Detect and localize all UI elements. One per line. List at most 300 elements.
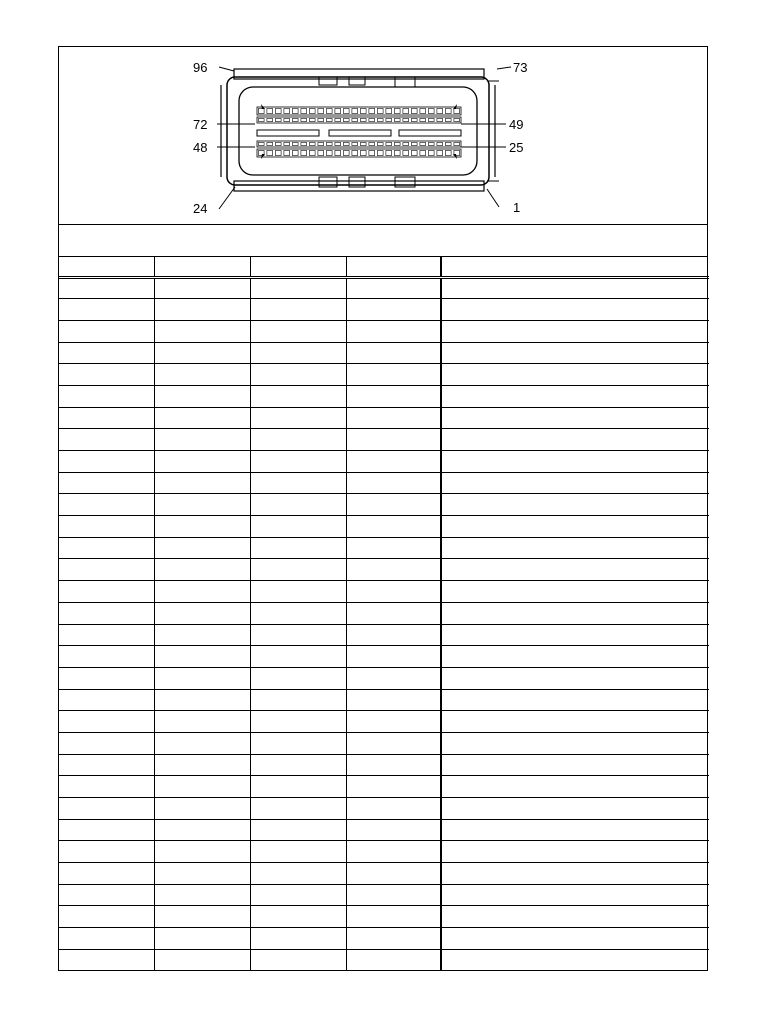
pin-cavity — [267, 119, 273, 122]
pinout-sheet — [58, 46, 708, 971]
pin-cavity — [309, 109, 315, 114]
table-row — [59, 299, 709, 321]
table-cell — [441, 472, 709, 494]
table-cell — [59, 299, 154, 321]
pin-cavity — [420, 143, 426, 146]
table-cell — [250, 429, 346, 451]
table-cell — [250, 776, 346, 798]
table-cell — [154, 754, 250, 776]
table-cell — [441, 884, 709, 906]
table-cell — [441, 928, 709, 950]
table-cell — [441, 516, 709, 538]
table-row — [59, 711, 709, 733]
table-cell — [59, 754, 154, 776]
table-cell — [346, 385, 441, 407]
pin-cavity — [411, 143, 417, 146]
table-cell — [441, 299, 709, 321]
table-cell — [154, 299, 250, 321]
pin-cavity — [377, 109, 383, 114]
table-cell — [154, 689, 250, 711]
pin-cavity — [343, 109, 349, 114]
table-cell — [154, 581, 250, 603]
table-row — [59, 451, 709, 473]
table-row — [59, 277, 709, 299]
pin-assignment-table — [59, 257, 709, 971]
pin-cavity — [309, 143, 315, 146]
table-cell — [154, 364, 250, 386]
table-cell — [346, 689, 441, 711]
pin-row-outline — [257, 117, 461, 123]
pin-cavity — [437, 119, 443, 122]
table-row — [59, 624, 709, 646]
table-cell — [250, 624, 346, 646]
pin-cavity — [284, 151, 290, 156]
table-cell — [441, 689, 709, 711]
table-cell — [250, 928, 346, 950]
pin-cavity — [301, 143, 307, 146]
pin-cavity — [275, 143, 281, 146]
pin-cavity — [403, 119, 409, 122]
pin-cavity — [420, 119, 426, 122]
table-row — [59, 581, 709, 603]
table-cell — [346, 277, 441, 299]
table-cell — [346, 472, 441, 494]
pin-cavity — [258, 119, 264, 122]
pin-cavity — [386, 151, 392, 156]
pin-cavity — [335, 143, 341, 146]
table-cell — [346, 494, 441, 516]
pin-callout-96: 96 — [193, 60, 208, 75]
table-cell — [250, 516, 346, 538]
pin-cavity — [318, 119, 324, 122]
pin-cavity — [369, 109, 375, 114]
table-cell — [59, 689, 154, 711]
table-cell — [59, 429, 154, 451]
pin-cavity — [275, 151, 281, 156]
table-cell — [59, 581, 154, 603]
table-row — [59, 429, 709, 451]
table-cell — [154, 494, 250, 516]
pin-cavity — [369, 119, 375, 122]
table-cell — [154, 667, 250, 689]
table-cell — [441, 732, 709, 754]
pin-cavity — [326, 151, 332, 156]
pin-cavity — [394, 119, 400, 122]
pin-cavity — [284, 119, 290, 122]
connector-center-bar-mid — [329, 130, 391, 136]
table-cell — [441, 602, 709, 624]
pin-cavity — [343, 119, 349, 122]
table-cell — [346, 537, 441, 559]
pin-cavity — [301, 119, 307, 122]
table-cell — [441, 711, 709, 733]
table-cell — [441, 798, 709, 820]
table-cell — [441, 320, 709, 342]
table-row — [59, 559, 709, 581]
pin-cavity — [411, 119, 417, 122]
table-cell — [59, 863, 154, 885]
connector-top-tab-mid — [349, 77, 365, 85]
table-cell — [346, 863, 441, 885]
connector-bottom-rail — [234, 181, 484, 191]
table-row — [59, 732, 709, 754]
table-cell — [154, 624, 250, 646]
table-cell — [250, 277, 346, 299]
pin-cavity — [360, 143, 366, 146]
table-cell — [59, 884, 154, 906]
table-cell — [346, 429, 441, 451]
table-cell — [441, 277, 709, 299]
table-row — [59, 646, 709, 668]
table-cell — [250, 451, 346, 473]
table-cell — [59, 537, 154, 559]
table-cell — [59, 602, 154, 624]
pin-cavity — [352, 151, 358, 156]
pin-cavity — [437, 143, 443, 146]
table-cell — [59, 906, 154, 928]
pin-cavity — [394, 109, 400, 114]
table-cell — [59, 342, 154, 364]
pin-callout-25: 25 — [509, 140, 524, 155]
table-cell — [59, 559, 154, 581]
pin-cavity — [292, 151, 298, 156]
table-row — [59, 516, 709, 538]
table-cell — [441, 559, 709, 581]
table-cell — [250, 472, 346, 494]
pin-cavity — [360, 109, 366, 114]
table-cell — [346, 581, 441, 603]
pin-cavity — [428, 109, 434, 114]
table-cell — [441, 949, 709, 971]
table-cell — [250, 646, 346, 668]
table-cell — [346, 884, 441, 906]
pin-cavity — [343, 151, 349, 156]
pin-cavity — [284, 109, 290, 114]
table-cell — [250, 863, 346, 885]
connector-face-drawing — [59, 47, 706, 223]
table-cell — [154, 429, 250, 451]
table-cell — [441, 451, 709, 473]
pin-cavity — [318, 151, 324, 156]
table-cell — [441, 863, 709, 885]
table-cell — [154, 277, 250, 299]
pin-cavity — [454, 143, 460, 146]
pin-cavity — [275, 119, 281, 122]
table-cell — [346, 602, 441, 624]
table-cell — [59, 516, 154, 538]
pin-cavity — [343, 143, 349, 146]
pin-cavity — [318, 143, 324, 146]
table-row — [59, 776, 709, 798]
pin-cavity — [292, 143, 298, 146]
column-header — [441, 257, 709, 277]
pin-cavity — [301, 151, 307, 156]
table-cell — [441, 906, 709, 928]
table-cell — [250, 581, 346, 603]
pin-cavity — [360, 119, 366, 122]
pin-cavity — [309, 151, 315, 156]
pin-cavity — [326, 143, 332, 146]
table-cell — [346, 559, 441, 581]
table-cell — [250, 537, 346, 559]
table-cell — [59, 385, 154, 407]
table-cell — [154, 559, 250, 581]
table-cell — [346, 841, 441, 863]
table-cell — [250, 559, 346, 581]
connector-top-tab-left — [319, 77, 337, 85]
pin-cavity — [394, 143, 400, 146]
table-cell — [441, 494, 709, 516]
pin-cavity — [335, 109, 341, 114]
pin-cavity — [420, 151, 426, 156]
table-cell — [154, 602, 250, 624]
pin-cavity — [386, 109, 392, 114]
table-cell — [154, 819, 250, 841]
pin-cavity — [420, 109, 426, 114]
table-cell — [250, 320, 346, 342]
pin-direction-arrow-icon — [261, 154, 265, 159]
table-cell — [59, 277, 154, 299]
table-row — [59, 494, 709, 516]
pin-cavity — [386, 119, 392, 122]
table-cell — [346, 776, 441, 798]
table-cell — [346, 299, 441, 321]
table-row — [59, 472, 709, 494]
column-header — [346, 257, 441, 277]
table-row — [59, 407, 709, 429]
table-cell — [346, 798, 441, 820]
table-cell — [346, 320, 441, 342]
table-cell — [441, 407, 709, 429]
pin-cavity — [445, 151, 451, 156]
table-cell — [250, 602, 346, 624]
table-cell — [346, 364, 441, 386]
table-cell — [154, 472, 250, 494]
table-cell — [346, 906, 441, 928]
table-row — [59, 949, 709, 971]
connector-center-bar-right — [399, 130, 461, 136]
pin-cavity — [428, 151, 434, 156]
table-row — [59, 320, 709, 342]
pin-cavity — [284, 143, 290, 146]
pin-rows — [257, 104, 461, 159]
connector-center-bar-left — [257, 130, 319, 136]
table-cell — [441, 819, 709, 841]
connector-diagram — [59, 47, 707, 225]
table-cell — [154, 776, 250, 798]
table-cell — [346, 624, 441, 646]
table-row — [59, 841, 709, 863]
table-row — [59, 819, 709, 841]
pin-cavity — [403, 151, 409, 156]
table-row — [59, 906, 709, 928]
table-row — [59, 667, 709, 689]
pin-cavity — [394, 151, 400, 156]
column-header — [154, 257, 250, 277]
column-header — [59, 257, 154, 277]
pin-cavity — [369, 143, 375, 146]
table-cell — [154, 711, 250, 733]
pin-cavity — [428, 119, 434, 122]
pin-cavity — [386, 143, 392, 146]
table-cell — [250, 342, 346, 364]
table-cell — [441, 624, 709, 646]
table-cell — [346, 711, 441, 733]
table-cell — [441, 342, 709, 364]
pin-cavity — [275, 109, 281, 114]
pin-callout-72: 72 — [193, 117, 208, 132]
table-cell — [346, 451, 441, 473]
pin-cavity — [377, 143, 383, 146]
table-cell — [346, 516, 441, 538]
table-cell — [250, 841, 346, 863]
table-cell — [441, 646, 709, 668]
pin-cavity — [258, 109, 264, 114]
pin-cavity — [437, 109, 443, 114]
table-header-row — [59, 257, 709, 277]
table-cell — [250, 689, 346, 711]
table-cell — [154, 949, 250, 971]
pin-cavity — [403, 109, 409, 114]
pin-cavity — [326, 119, 332, 122]
table-cell — [346, 949, 441, 971]
pin-cavity — [369, 151, 375, 156]
pin-cavity — [454, 109, 460, 114]
table-row — [59, 754, 709, 776]
pin-cavity — [377, 119, 383, 122]
table-cell — [250, 385, 346, 407]
table-cell — [59, 320, 154, 342]
table-cell — [154, 732, 250, 754]
table-cell — [59, 646, 154, 668]
table-cell — [346, 754, 441, 776]
table-row — [59, 798, 709, 820]
table-cell — [59, 667, 154, 689]
table-cell — [154, 798, 250, 820]
table-cell — [154, 537, 250, 559]
table-cell — [59, 364, 154, 386]
table-cell — [250, 798, 346, 820]
table-cell — [441, 776, 709, 798]
table-cell — [154, 841, 250, 863]
pin-callout-48: 48 — [193, 140, 208, 155]
column-header — [250, 257, 346, 277]
table-cell — [59, 494, 154, 516]
pin-cavity — [411, 151, 417, 156]
table-row — [59, 537, 709, 559]
pin-cavity — [454, 119, 460, 122]
pin-callout-1: 1 — [513, 200, 521, 215]
pin-cavity — [292, 109, 298, 114]
pin-cavity — [360, 151, 366, 156]
table-cell — [250, 711, 346, 733]
connector-housing-outer — [227, 77, 489, 185]
table-cell — [59, 776, 154, 798]
pin-row-outline — [257, 141, 461, 147]
table-cell — [346, 407, 441, 429]
table-cell — [441, 581, 709, 603]
table-cell — [346, 646, 441, 668]
pin-row-outline — [257, 107, 461, 115]
table-cell — [441, 364, 709, 386]
pin-callout-24: 24 — [193, 201, 208, 216]
table-cell — [59, 451, 154, 473]
pin-cavity — [352, 143, 358, 146]
table-cell — [250, 407, 346, 429]
table-row — [59, 884, 709, 906]
table-cell — [250, 819, 346, 841]
pin-cavity — [411, 109, 417, 114]
table-cell — [154, 928, 250, 950]
table-cell — [250, 949, 346, 971]
table-cell — [59, 711, 154, 733]
pin-cavity — [326, 109, 332, 114]
table-row — [59, 928, 709, 950]
pin-direction-arrow-icon — [453, 154, 457, 159]
pin-row-outline — [257, 149, 461, 157]
pin-cavity — [335, 119, 341, 122]
pin-cavity — [437, 151, 443, 156]
pin-cavity — [377, 151, 383, 156]
table-cell — [59, 732, 154, 754]
table-cell — [250, 494, 346, 516]
table-cell — [346, 342, 441, 364]
table-cell — [154, 646, 250, 668]
pin-cavity — [267, 109, 273, 114]
table-cell — [346, 928, 441, 950]
pin-cavity — [335, 151, 341, 156]
table-cell — [154, 516, 250, 538]
table-cell — [346, 819, 441, 841]
table-cell — [441, 667, 709, 689]
table-cell — [250, 754, 346, 776]
pin-cavity — [403, 143, 409, 146]
table-row — [59, 689, 709, 711]
connector-cavity — [239, 87, 477, 175]
pin-callout-49: 49 — [509, 117, 524, 132]
pin-cavity — [445, 119, 451, 122]
pin-cavity — [352, 119, 358, 122]
table-cell — [250, 884, 346, 906]
table-cell — [154, 385, 250, 407]
table-cell — [59, 798, 154, 820]
table-cell — [59, 407, 154, 429]
table-cell — [59, 928, 154, 950]
table-cell — [154, 342, 250, 364]
table-cell — [441, 385, 709, 407]
pin-cavity — [301, 109, 307, 114]
pin-cavity — [428, 143, 434, 146]
table-row — [59, 364, 709, 386]
table-cell — [59, 624, 154, 646]
table-cell — [154, 884, 250, 906]
table-cell — [346, 667, 441, 689]
table-row — [59, 385, 709, 407]
table-body — [59, 277, 709, 971]
table-title-row — [59, 225, 707, 257]
table-cell — [59, 841, 154, 863]
table-cell — [59, 472, 154, 494]
table-cell — [441, 429, 709, 451]
table-cell — [154, 863, 250, 885]
pin-cavity — [318, 109, 324, 114]
pin-cavity — [267, 143, 273, 146]
pin-cavity — [445, 143, 451, 146]
table-cell — [346, 732, 441, 754]
table-cell — [441, 754, 709, 776]
pin-cavity — [258, 143, 264, 146]
table-cell — [250, 906, 346, 928]
